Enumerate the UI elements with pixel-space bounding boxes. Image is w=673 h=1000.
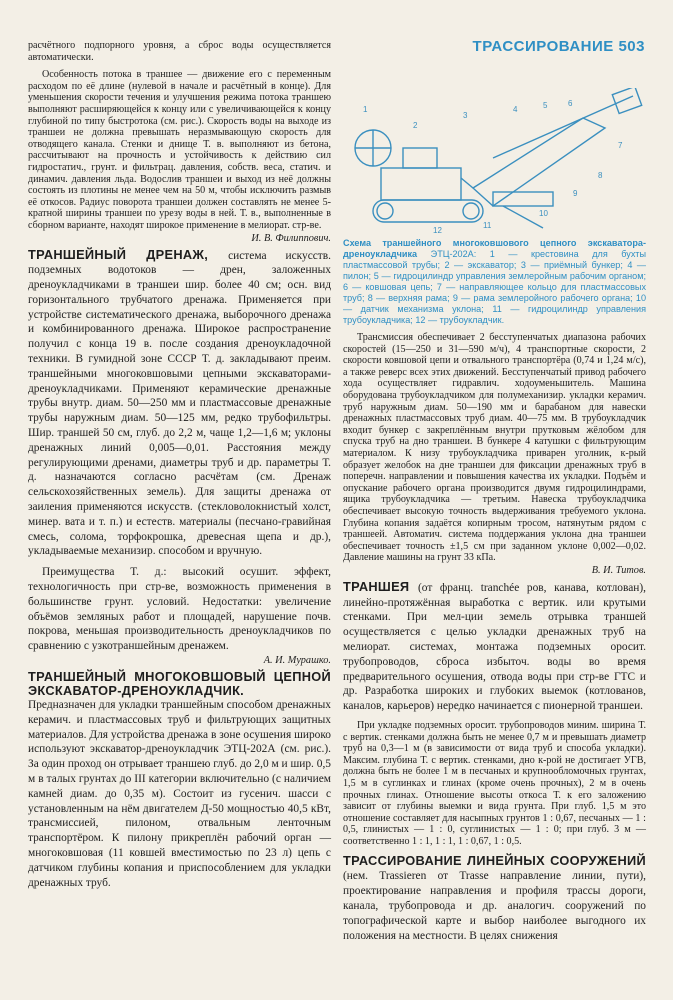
right-column	[343, 88, 646, 943]
paragraph: Преимущества Т. д.: высокий осушит. эффект, технологичность при стр-ве, возможность применения в большинстве грунт. условий. Недостатки: увеличение объёмов земляных работ и площадей, нарушение почв. покрова, меньшая производительность дреноукладчиков по сравнению с узкотраншейным дренажем.	[28, 566, 331, 653]
paragraph: При укладке подземных оросит. трубопроводов миним. ширина Т. с вертик. стенками должна быть не менее 0,7 м и превышать диаметр труб на 0,3—1 м (в зависимости от вида труб и способа укладки). Максим. глубина Т. с вертик. стенками, дно к-рой не достигает УГВ, должна быть не более 1 м в песчаных и крупнообломочных грунтах, 1,5 м в суглинках и глинах (кроме очень прочных), 2 м в очень прочных глинах. Отношение высоты откоса Т. к его заложению зависит от глубины выемки и вида грунта. При глуб. 1,5 м это отношение составляет для насыпных грунтов 1 : 0,67, песчаных — 1 : 0,5, глинистых — 1 : 0, суглинистых — 1 : 0; при глуб. 3 м — соответственно 1 : 1, 1 : 1, 1 : 0,67, 1 : 0,5.	[343, 720, 646, 847]
author-signature: А. И. Мурашко.	[263, 655, 331, 667]
figure-caption	[343, 238, 646, 326]
label-12: 12	[433, 226, 442, 235]
paragraph: Предназначен для укладки траншейным способом дренажных керамич. и пластмассовых труб и фильтрующих защитных материалов. Для устройства дренажа в зоне осушения широко используют экскаватор-дреноукладчик ЭТЦ-202А (см. рис.). За один проход он отрывает траншею глуб. до 2,0 м и шир. 0,5 м в талых грунтах до III категории включительно (с наличием камней диам. до 0,35 м). Состоит из гусенич. шасси с установленным на нём двигателем Д-50 мощностью 40,5 кВт, трансмиссией, пилоном, отвальным ленточным транспортёром. К пилону прикреплён рабочий орган — многоковшовая (11 ковшей вместимостью по 23 л) цепь с датчиком глубины копания и приспособлением для укладки дренажных труб.	[28, 699, 331, 889]
label-8: 8	[598, 171, 603, 180]
paragraph: Трансмиссия обеспечивает 2 бесступенчатых диапазона рабочих скоростей (15—250 и 31—590 м/ч), 4 транспортные скорости, 2 скорости ковшовой цепи и отвального транспортёра (0,74 и 1,24 м/с), а также реверс всех этих движений. Бесступенчатый привод рабочего хода осуществляет гидравлич. ходоуменьшитель. Машина оборудована трубоукладчиком для полумеханизир. укладки керамич. труб наружным диам. 50—190 мм и барабаном для навески дренажных пластмассовых труб диам. 40—75 мм. В трубоукладчик входит бункер с закреплённым внутри прутковым жёлобом для спуска труб на дно траншеи. В бункере 4 катушки с фильтрующим материалом. К низу трубоукладчика приварен уголник, к-рый образует желобок на дне траншеи для фиксации дренажных труб в поперечн. направлении и повышения качества их укладки. Подъём и опускание рабочего органа производится двумя гидроцилиндрами, ящика трубоукладчика — третьим. Навеска трубоукладчика обеспечивает высокую точность выдерживания требуемого уклона. Глубина копания задаётся копирным тросом, натянутым рядом с траншеей. Автоматич. система поддержания уклона дна траншеи обеспечивает точность ±1,5 см при заданном уклоне 0,002—0,02. Давление машины на грунт 33 кПа.	[343, 332, 646, 564]
label-3: 3	[463, 111, 468, 120]
label-7: 7	[618, 141, 623, 150]
label-11: 11	[483, 221, 492, 230]
label-2: 2	[413, 121, 418, 130]
machine-body	[381, 168, 461, 200]
track-wheel	[377, 203, 393, 219]
article-heading: ТРАНШЕЙНЫЙ МНОГОКОВШОВЫЙ ЦЕПНОЙ ЭКСКАВАТОР-ДРЕНОУКЛАДЧИК.	[28, 669, 331, 699]
article-трассирование	[343, 854, 646, 944]
excavator-figure	[343, 88, 646, 238]
label-6: 6	[568, 99, 573, 108]
author-signature: В. И. Титов.	[591, 564, 646, 576]
label-9: 9	[573, 189, 578, 198]
crawler-track	[373, 200, 483, 222]
left-column	[28, 40, 331, 890]
operator-cab	[403, 148, 437, 168]
article-text: (нем. Trassieren от Trasse направление линии, пути), проектирование направления и профиля трассы дороги, канала, трубопровода и др. аналогич. сооружений по топографической карте и выбор наиболее выгодного их положения на местности. В целях снижения	[343, 870, 646, 942]
article-heading: ТРАССИРОВАНИЕ ЛИНЕЙНЫХ СООРУЖЕНИЙ	[343, 852, 646, 868]
label-10: 10	[539, 209, 548, 218]
excavator-drawing	[343, 88, 646, 238]
article-heading: ТРАНШЕЙНЫЙ ДРЕНАЖ,	[28, 246, 229, 262]
caption-body: ЭТЦ-202А: 1 — крестовина для бухты пластмассовой трубы; 2 — экскаватор; 3 — приёмный бункер; 4 — пилон; 5 — гидроцилиндр управления землеройным рабочим органом; 6 — ковшовая цепь; 7 — направляющее кольцо для пластмассовых труб; 8 — верхняя рама; 9 — рама землеройного рабочего органа; 10 — датчик механизма уклона; 11 — гидроцилиндр управления трубоукладчика; 12 — трубоукладчик.	[343, 249, 647, 325]
article-heading: ТРАНШЕЯ	[343, 578, 419, 594]
label-1: 1	[363, 105, 368, 114]
hopper	[612, 88, 641, 114]
article-text: (от франц. tranchée ров, канава, котлован), линейно-протяжённая выработка с вертик. или крутыми стенками. При мел-ции земель отрывка траншей осуществляется с целью укладки дренажных труб на мелиорат. системах, монтажа подземных оросит. трубопроводов, сброса избыточ. воды во время предварительного осушения, отвода воды при стр-ве ГТС и др. Разработка широких и глубоких выемок (котлованов, каналов, карьеров) нередко начинается с пионерной траншеи.	[343, 581, 646, 713]
article-text: система искусств. подземных водотоков — дрен, заложенных дреноукладчиками в траншеи шир. более 40 см; осн. вид горизонтального трубчатого дренажа. Применяется при устройстве систематического дренажа, выборочного дренажа и комбинированного дренажа. Широкое распространение получил с конца 19 в. после создания дреноукладочной техники. В гумидной зоне СССР Т. д. закладывают преим. траншейными многоковшовыми цепными экскаваторами-дреноукладчиками. Применяют керамические дренажные трубы внутр. диам. 50—250 мм и пластмассовые дренажные трубы наружным диам. 50—125 мм, редко трубофильтры. Шир. траншей 50 см, глуб. до 2,2 м, чаще 1,2—1,6 м; уклоны дренажных линий 0,005—0,01. Расстояния между регулирующими дренами, диаметры труб и др. параметры Т. д. назначаются согласно расчётам (см. Дренаж сельскохозяйственных земель). Для защиты дренажа от заиления применяются искусств. (стекловолокнистый холст, минер. вата и т. п.) и естеств. материалы (песчано-гравийная смесь, солома, торфокрошка, древесная щепа и др.), укладываемые механизир. способом и вручную.	[28, 249, 332, 558]
label-5: 5	[543, 101, 548, 110]
article-траншея	[343, 580, 646, 714]
label-4: 4	[513, 105, 518, 114]
paragraph: Особенность потока в траншее — движение его с переменным расходом по её длине (нулевой в начале и расчётный в конце). Для уменьшения скорости течения и улучшения режима потока траншею выполняют расширяющейся к концу или с увеличивающейся к концу глубиной по типу быстротока (см. рис.). Скорость воды на выходе из траншеи не должна превышать неразмывающую скорость для отводящего канала. Стенки и днище Т. в. выполняют из бетона, рассчитывают на прочность и устойчивость к действию сил гидростатич., грунт. и фильтрац. давления, собств. веса, статич. и динамич. давления льда. Водослив траншеи и выход из неё должны состоять из плотины не менее чем на 50 м, чтобы исключить размыв её откосов. Радиус поворота траншеи должен составлять не менее 5-кратной ширины траншеи по урезу воды в ней. Т. в., выполненные в сборном варианте, находят широкое применение в мелиорат. стр-ве.	[28, 69, 331, 231]
paragraph: расчётного подпорного уровня, а сброс воды осуществляется автоматически.	[28, 40, 331, 63]
page-header: ТРАССИРОВАНИЕ 503	[472, 38, 645, 55]
track-wheel	[463, 203, 479, 219]
author-signature: И. В. Филиппович.	[251, 232, 331, 244]
caption-title: Схема траншейного многоковшового цепного экскаватора-дреноукладчика	[343, 238, 646, 259]
article-traншейный-дренаж	[28, 248, 331, 560]
